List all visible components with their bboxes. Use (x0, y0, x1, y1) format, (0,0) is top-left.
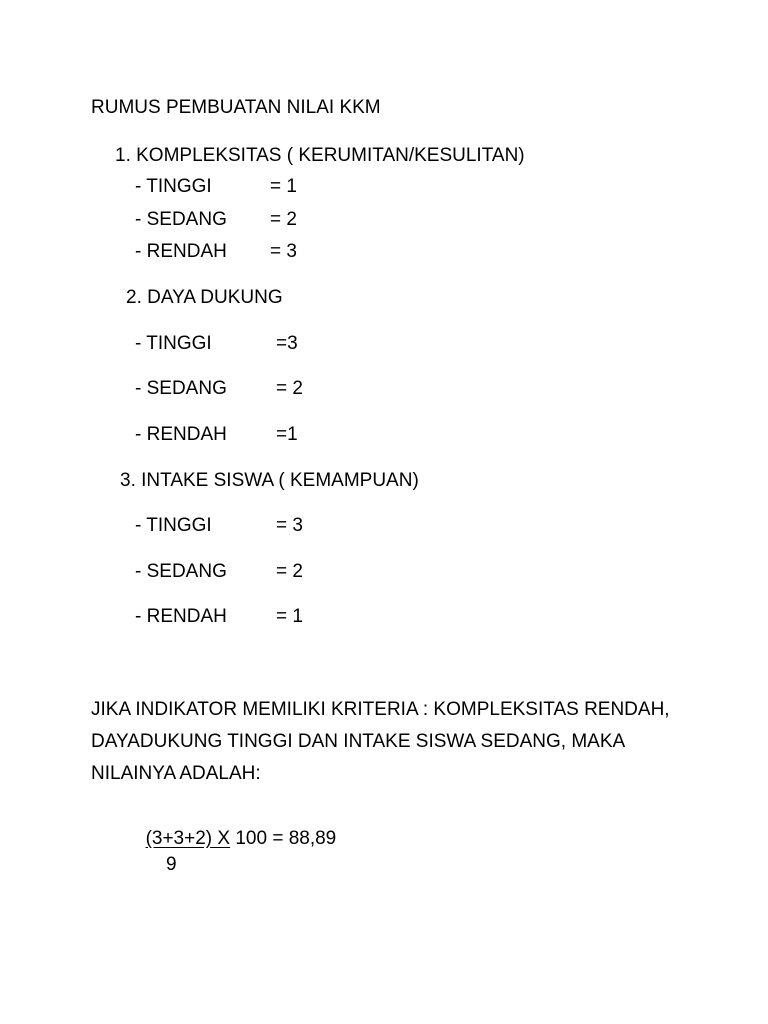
formula-result: 100 = 88,89 (230, 828, 337, 849)
item-label: - RENDAH (135, 606, 227, 627)
section-3-heading: 3. INTAKE SISWA ( KEMAMPUAN) (120, 470, 419, 491)
formula-denominator: 9 (166, 854, 177, 875)
item-label: - RENDAH (135, 424, 227, 445)
item-label: - SEDANG (135, 209, 227, 230)
item-label: - TINGGI (135, 176, 212, 197)
item-value: =3 (276, 333, 298, 354)
item-value: = 1 (270, 176, 297, 197)
item-value: = 2 (276, 378, 303, 399)
item-label: - TINGGI (135, 333, 212, 354)
item-value: = 1 (276, 606, 303, 627)
item-label: - SEDANG (135, 561, 227, 582)
item-label: - RENDAH (135, 241, 227, 262)
paragraph-line-1: JIKA INDIKATOR MEMILIKI KRITERIA : KOMPLEKSITAS RENDAH, (91, 699, 670, 720)
paragraph-line-2: DAYADUKUNG TINGGI DAN INTAKE SISWA SEDANG, MAKA (91, 731, 626, 752)
item-value: = 2 (270, 209, 297, 230)
formula (135, 810, 336, 848)
item-label: - TINGGI (135, 515, 212, 536)
item-value: = 3 (276, 515, 303, 536)
item-value: = 2 (276, 561, 303, 582)
section-2-heading: 2. DAYA DUKUNG (126, 287, 283, 308)
item-value: = 3 (270, 241, 297, 262)
paragraph-line-3: NILAINYA ADALAH: (91, 763, 261, 784)
item-value: =1 (276, 424, 298, 445)
document-title: RUMUS PEMBUATAN NILAI KKM (91, 97, 381, 118)
section-1-heading: 1. KOMPLEKSITAS ( KERUMITAN/KESULITAN) (115, 145, 525, 166)
item-label: - SEDANG (135, 378, 227, 399)
formula-numerator: (3+3+2) X (145, 828, 231, 849)
